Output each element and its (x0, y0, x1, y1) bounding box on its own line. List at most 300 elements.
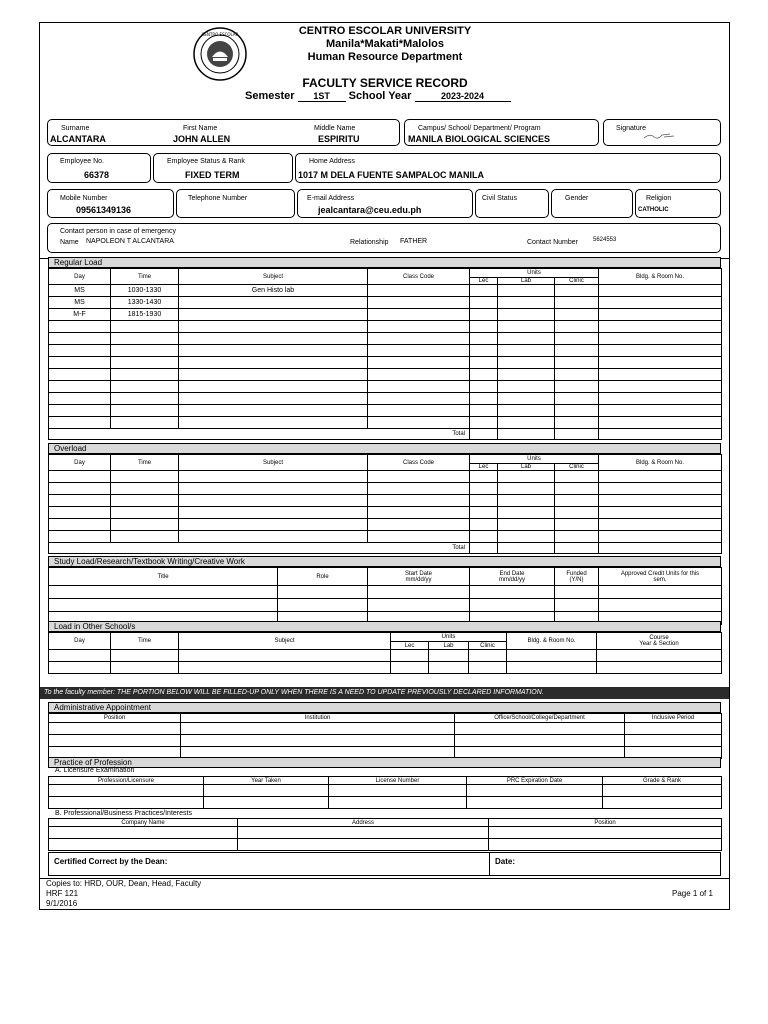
employee-status-label: Employee Status & Rank (167, 158, 245, 165)
home-address-label: Home Address (309, 158, 355, 165)
class-code-cell[interactable] (368, 417, 470, 429)
overload-cell[interactable] (498, 531, 555, 543)
business-cell[interactable] (489, 839, 722, 851)
other-school-cell[interactable] (179, 650, 391, 662)
home-address-value[interactable]: 1017 M DELA FUENTE SAMPALOC MANILA (298, 170, 485, 180)
service-record-form (39, 22, 730, 910)
relationship-value[interactable]: FATHER (400, 238, 428, 245)
overload-cell[interactable] (599, 471, 722, 483)
business-table (48, 818, 722, 851)
study-col-credit (599, 568, 722, 586)
col-room: Bldg. & Room No. (599, 269, 722, 285)
overload-cell[interactable] (111, 483, 179, 495)
lab-cell[interactable] (498, 309, 555, 321)
email-label: E-mail Address (307, 195, 355, 202)
overload-table (48, 454, 722, 554)
ol-total-lec[interactable] (470, 543, 498, 554)
ol-col-subject: Subject (179, 455, 368, 471)
licensure-row (49, 785, 722, 797)
overload-cell[interactable] (49, 483, 111, 495)
lec-cell[interactable] (470, 333, 498, 345)
page-number: Page 1 of 1 (672, 889, 713, 898)
other-school-cell[interactable] (391, 662, 429, 674)
day-cell[interactable] (49, 357, 111, 369)
business-cell[interactable] (238, 827, 489, 839)
ol-total-lab[interactable] (498, 543, 555, 554)
licensure-cell[interactable] (603, 785, 722, 797)
day-cell[interactable]: MS (49, 285, 111, 297)
overload-cell[interactable] (49, 531, 111, 543)
overload-cell[interactable] (555, 531, 599, 543)
class-code-cell[interactable] (368, 345, 470, 357)
overload-cell[interactable] (555, 471, 599, 483)
emergency-name-label: Name (60, 239, 79, 246)
time-cell[interactable] (111, 345, 179, 357)
day-cell[interactable] (49, 393, 111, 405)
subject-cell[interactable] (179, 393, 368, 405)
overload-cell[interactable] (470, 495, 498, 507)
time-cell[interactable]: 1030-1330 (111, 285, 179, 297)
room-cell[interactable] (599, 333, 722, 345)
admin-appointment-cell[interactable] (49, 723, 181, 735)
overload-cell[interactable] (470, 483, 498, 495)
overload-cell[interactable] (498, 471, 555, 483)
home-address-box (295, 153, 721, 183)
col-lec: Lec (470, 278, 498, 285)
os-col-time: Time (111, 633, 179, 650)
funded-label: Funded (566, 570, 587, 577)
overload-cell[interactable] (470, 471, 498, 483)
signature-scribble (642, 131, 676, 141)
other-school-table (48, 632, 722, 674)
lab-cell[interactable] (498, 417, 555, 429)
clinic-cell[interactable] (555, 333, 599, 345)
class-code-cell[interactable] (368, 381, 470, 393)
copies-to: Copies to: HRD, OUR, Dean, Head, Faculty (46, 879, 202, 888)
business-cell[interactable] (49, 827, 238, 839)
admin-appointment-cell[interactable] (455, 723, 625, 735)
col-day: Day (49, 269, 111, 285)
room-cell[interactable] (599, 369, 722, 381)
overload-cell[interactable] (111, 507, 179, 519)
class-code-cell[interactable] (368, 321, 470, 333)
other-school-cell[interactable] (597, 662, 722, 674)
licensure-cell[interactable] (467, 785, 603, 797)
overload-cell[interactable] (179, 507, 368, 519)
class-code-cell[interactable] (368, 297, 470, 309)
os-col-lec: Lec (391, 642, 429, 650)
signature-box (603, 119, 721, 146)
overload-cell[interactable] (368, 531, 470, 543)
class-code-cell[interactable] (368, 405, 470, 417)
lec-cell[interactable] (470, 393, 498, 405)
dean-certified-label: Certified Correct by the Dean: (54, 857, 168, 866)
mobile-label: Mobile Number (60, 195, 108, 202)
middle-name-value[interactable]: ESPIRITU (318, 134, 360, 144)
funded-yn: (Y/N) (569, 576, 584, 583)
email-value[interactable]: jealcantara@ceu.edu.ph (318, 205, 422, 215)
overload-cell[interactable] (470, 519, 498, 531)
overload-cell[interactable] (599, 483, 722, 495)
bus-col-position: Position (489, 819, 722, 827)
semester-value[interactable]: 1ST (298, 91, 346, 102)
licensure-subtitle: A. Licensure Examination (55, 767, 135, 774)
regular-load-table (48, 268, 722, 440)
lab-cell[interactable] (498, 345, 555, 357)
lic-col-prc: PRC Expiration Date (467, 777, 603, 785)
lab-cell[interactable] (498, 285, 555, 297)
class-code-cell[interactable] (368, 357, 470, 369)
overload-cell[interactable] (470, 531, 498, 543)
semester-label: Semester (245, 90, 295, 102)
room-cell[interactable] (599, 417, 722, 429)
day-cell[interactable] (49, 321, 111, 333)
overload-cell[interactable] (368, 519, 470, 531)
overload-cell[interactable] (368, 483, 470, 495)
bus-col-company: Company Name (49, 819, 238, 827)
campus-label: Campus/ School/ Department/ Program (418, 125, 541, 132)
admin-appointment-cell[interactable] (181, 735, 455, 747)
clinic-cell[interactable] (555, 369, 599, 381)
admin-appointment-cell[interactable] (455, 735, 625, 747)
class-code-cell[interactable] (368, 285, 470, 297)
overload-row (49, 483, 722, 495)
admin-appointment-cell[interactable] (625, 723, 722, 735)
lab-cell[interactable] (498, 393, 555, 405)
lec-cell[interactable] (470, 417, 498, 429)
overload-cell[interactable] (179, 483, 368, 495)
day-cell[interactable]: MS (49, 297, 111, 309)
dean-certification-box (48, 852, 721, 876)
licensure-cell[interactable] (49, 797, 204, 809)
time-cell[interactable] (111, 393, 179, 405)
other-school-cell[interactable] (469, 650, 507, 662)
other-school-cell[interactable] (391, 650, 429, 662)
licensure-cell[interactable] (204, 797, 329, 809)
subject-cell[interactable] (179, 369, 368, 381)
time-cell[interactable] (111, 405, 179, 417)
room-cell[interactable] (599, 381, 722, 393)
study-load-cell[interactable] (599, 599, 722, 612)
department-name: Human Resource Department (307, 51, 463, 63)
study-load-cell[interactable] (49, 586, 278, 599)
lec-cell[interactable] (470, 321, 498, 333)
surname-label: Surname (61, 125, 90, 132)
overload-cell[interactable] (599, 507, 722, 519)
ol-col-class-code: Class Code (368, 455, 470, 471)
licensure-cell[interactable] (603, 797, 722, 809)
overload-cell[interactable] (599, 519, 722, 531)
room-cell[interactable] (599, 297, 722, 309)
campus-value[interactable]: MANILA BIOLOGICAL SCIENCES (408, 134, 551, 144)
update-notice-banner: To the faculty member: THE PORTION BELOW WILL BE FILLED-UP ONLY WHEN THERE IS A NEED TO UPDATE PREVIOUSLY DECLARED INFORMATION. (40, 687, 729, 699)
clinic-cell[interactable] (555, 321, 599, 333)
telephone-label: Telephone Number (188, 195, 248, 202)
subject-cell[interactable] (179, 309, 368, 321)
lab-cell[interactable] (498, 405, 555, 417)
class-code-cell[interactable] (368, 369, 470, 381)
ol-total-room (599, 543, 722, 554)
lec-cell[interactable] (470, 369, 498, 381)
regular-load-row (49, 381, 722, 393)
study-col-funded (555, 568, 599, 586)
day-cell[interactable] (49, 333, 111, 345)
licensure-cell[interactable] (329, 797, 467, 809)
admin-appointment-cell[interactable] (181, 723, 455, 735)
study-col-title: Title (49, 568, 278, 586)
study-load-cell[interactable] (368, 586, 470, 599)
other-school-cell[interactable] (469, 662, 507, 674)
civil-status-box (475, 189, 549, 218)
regular-load-row (49, 285, 722, 297)
overload-cell[interactable] (498, 483, 555, 495)
total-clinic[interactable] (555, 429, 599, 440)
subject-cell[interactable] (179, 321, 368, 333)
time-cell[interactable]: 1815-1930 (111, 309, 179, 321)
room-cell[interactable] (599, 309, 722, 321)
regular-load-row (49, 297, 722, 309)
day-cell[interactable] (49, 369, 111, 381)
clinic-cell[interactable] (555, 393, 599, 405)
other-school-cell[interactable] (49, 662, 111, 674)
contact-number-value[interactable]: 5624553 (593, 237, 617, 243)
class-code-cell[interactable] (368, 333, 470, 345)
os-col-day: Day (49, 633, 111, 650)
lab-cell[interactable] (498, 357, 555, 369)
total-lab[interactable] (498, 429, 555, 440)
day-cell[interactable] (49, 405, 111, 417)
subject-cell[interactable] (179, 345, 368, 357)
overload-cell[interactable] (49, 495, 111, 507)
other-school-cell[interactable] (507, 650, 597, 662)
first-name-value[interactable]: JOHN ALLEN (173, 134, 231, 144)
business-cell[interactable] (49, 839, 238, 851)
admin-appointment-cell[interactable] (49, 735, 181, 747)
other-school-cell[interactable] (111, 650, 179, 662)
licensure-cell[interactable] (329, 785, 467, 797)
credit-label: Approved Credit Units for this (620, 570, 700, 577)
clinic-cell[interactable] (555, 357, 599, 369)
overload-cell[interactable] (555, 495, 599, 507)
col-clinic: Clinic (555, 278, 599, 285)
room-cell[interactable] (599, 393, 722, 405)
lab-cell[interactable] (498, 369, 555, 381)
lec-cell[interactable] (470, 405, 498, 417)
day-cell[interactable]: M-F (49, 309, 111, 321)
surname-value[interactable]: ALCANTARA (50, 134, 106, 144)
campus-cities: Manila*Makati*Malolos (326, 38, 444, 50)
business-cell[interactable] (238, 839, 489, 851)
study-load-cell[interactable] (278, 599, 368, 612)
overload-cell[interactable] (368, 495, 470, 507)
study-load-cell[interactable] (368, 599, 470, 612)
os-col-units: Units (391, 633, 507, 642)
business-row (49, 839, 722, 851)
religion-box (635, 189, 721, 218)
overload-cell[interactable] (555, 507, 599, 519)
clinic-cell[interactable] (555, 285, 599, 297)
licensure-cell[interactable] (49, 785, 204, 797)
overload-cell[interactable] (555, 483, 599, 495)
school-year-value[interactable]: 2023-2024 (415, 91, 511, 102)
lec-cell[interactable] (470, 309, 498, 321)
other-school-cell[interactable] (429, 650, 469, 662)
subject-cell[interactable] (179, 417, 368, 429)
time-cell[interactable] (111, 333, 179, 345)
lec-cell[interactable] (470, 381, 498, 393)
study-load-table (48, 567, 722, 625)
lec-cell[interactable] (470, 345, 498, 357)
study-load-cell[interactable] (599, 586, 722, 599)
study-col-role: Role (278, 568, 368, 586)
other-school-cell[interactable] (507, 662, 597, 674)
overload-cell[interactable] (555, 519, 599, 531)
religion-label: Religion (646, 195, 672, 202)
day-cell[interactable] (49, 417, 111, 429)
name-box (47, 119, 400, 146)
ol-col-lab: Lab (498, 464, 555, 471)
overload-cell[interactable] (368, 471, 470, 483)
lec-cell[interactable] (470, 297, 498, 309)
ol-col-day: Day (49, 455, 111, 471)
admin-appointment-cell[interactable] (625, 735, 722, 747)
study-load-cell[interactable] (49, 599, 278, 612)
start-date-format: mm/dd/yy (405, 576, 432, 583)
time-cell[interactable] (111, 321, 179, 333)
study-load-row (49, 599, 722, 612)
overload-cell[interactable] (470, 507, 498, 519)
end-date-format: mm/dd/yy (498, 576, 525, 583)
mobile-value[interactable]: 09561349136 (76, 205, 132, 215)
overload-cell[interactable] (179, 471, 368, 483)
study-load-cell[interactable] (555, 599, 599, 612)
clinic-cell[interactable] (555, 417, 599, 429)
day-cell[interactable] (49, 381, 111, 393)
subject-cell[interactable]: Gen Histo lab (179, 285, 368, 297)
time-cell[interactable]: 1330-1430 (111, 297, 179, 309)
study-load-cell[interactable] (470, 599, 555, 612)
other-school-cell[interactable] (49, 650, 111, 662)
emergency-name-value[interactable]: NAPOLEON T ALCANTARA (86, 238, 174, 245)
overload-cell[interactable] (368, 507, 470, 519)
time-cell[interactable] (111, 369, 179, 381)
other-school-cell[interactable] (179, 662, 391, 674)
study-load-cell[interactable] (555, 586, 599, 599)
campus-box (404, 119, 599, 146)
room-cell[interactable] (599, 285, 722, 297)
emergency-label: Contact person in case of emergency (60, 228, 176, 235)
lab-cell[interactable] (498, 321, 555, 333)
business-row (49, 827, 722, 839)
subject-cell[interactable] (179, 357, 368, 369)
ol-col-lec: Lec (470, 464, 498, 471)
business-cell[interactable] (489, 827, 722, 839)
study-load-cell[interactable] (470, 586, 555, 599)
lic-col-grade: Grade & Rank (603, 777, 722, 785)
licensure-cell[interactable] (467, 797, 603, 809)
lec-cell[interactable] (470, 357, 498, 369)
other-school-cell[interactable] (597, 650, 722, 662)
lab-cell[interactable] (498, 381, 555, 393)
regular-load-row (49, 405, 722, 417)
study-load-title: Study Load/Research/Textbook Writing/Creative Work (48, 556, 721, 567)
room-cell[interactable] (599, 345, 722, 357)
day-cell[interactable] (49, 345, 111, 357)
overload-cell[interactable] (49, 471, 111, 483)
subject-cell[interactable] (179, 333, 368, 345)
overload-cell[interactable] (179, 495, 368, 507)
email-box (297, 189, 473, 218)
class-code-cell[interactable] (368, 393, 470, 405)
regular-load-row (49, 333, 722, 345)
overload-cell[interactable] (111, 519, 179, 531)
admin-appointment-row (49, 723, 722, 735)
regular-load-title: Regular Load (48, 257, 721, 268)
subject-cell[interactable] (179, 381, 368, 393)
overload-cell[interactable] (111, 471, 179, 483)
contact-number-label: Contact Number (527, 239, 578, 246)
employee-no-value[interactable]: 66378 (84, 170, 110, 180)
overload-cell[interactable] (599, 495, 722, 507)
room-cell[interactable] (599, 405, 722, 417)
clinic-cell[interactable] (555, 309, 599, 321)
clinic-cell[interactable] (555, 345, 599, 357)
employee-status-value[interactable]: FIXED TERM (185, 170, 240, 180)
licensure-cell[interactable] (204, 785, 329, 797)
study-col-start (368, 568, 470, 586)
total-lec[interactable] (470, 429, 498, 440)
clinic-cell[interactable] (555, 405, 599, 417)
time-cell[interactable] (111, 381, 179, 393)
room-cell[interactable] (599, 321, 722, 333)
os-col-lab: Lab (429, 642, 469, 650)
overload-cell[interactable] (179, 519, 368, 531)
overload-cell[interactable] (498, 495, 555, 507)
time-cell[interactable] (111, 357, 179, 369)
other-school-cell[interactable] (111, 662, 179, 674)
admin-appointment-row (49, 735, 722, 747)
lec-cell[interactable] (470, 285, 498, 297)
ol-total-clinic[interactable] (555, 543, 599, 554)
time-cell[interactable] (111, 417, 179, 429)
overload-cell[interactable] (49, 519, 111, 531)
overload-cell[interactable] (49, 507, 111, 519)
overload-cell[interactable] (179, 531, 368, 543)
lab-cell[interactable] (498, 297, 555, 309)
overload-cell[interactable] (599, 531, 722, 543)
overload-total-label: Total (49, 543, 470, 554)
regular-load-row (49, 309, 722, 321)
subject-cell[interactable] (179, 405, 368, 417)
room-cell[interactable] (599, 357, 722, 369)
svg-text:CENTRO ESCOLAR: CENTRO ESCOLAR (201, 32, 239, 37)
overload-cell[interactable] (111, 531, 179, 543)
lab-cell[interactable] (498, 333, 555, 345)
clinic-cell[interactable] (555, 381, 599, 393)
overload-cell[interactable] (498, 507, 555, 519)
class-code-cell[interactable] (368, 309, 470, 321)
overload-cell[interactable] (111, 495, 179, 507)
clinic-cell[interactable] (555, 297, 599, 309)
regular-load-row (49, 321, 722, 333)
os-col-clinic: Clinic (469, 642, 507, 650)
overload-cell[interactable] (498, 519, 555, 531)
other-school-cell[interactable] (429, 662, 469, 674)
religion-value[interactable]: CATHOLIC (638, 207, 669, 213)
study-load-cell[interactable] (278, 586, 368, 599)
subject-cell[interactable] (179, 297, 368, 309)
ol-col-time: Time (111, 455, 179, 471)
